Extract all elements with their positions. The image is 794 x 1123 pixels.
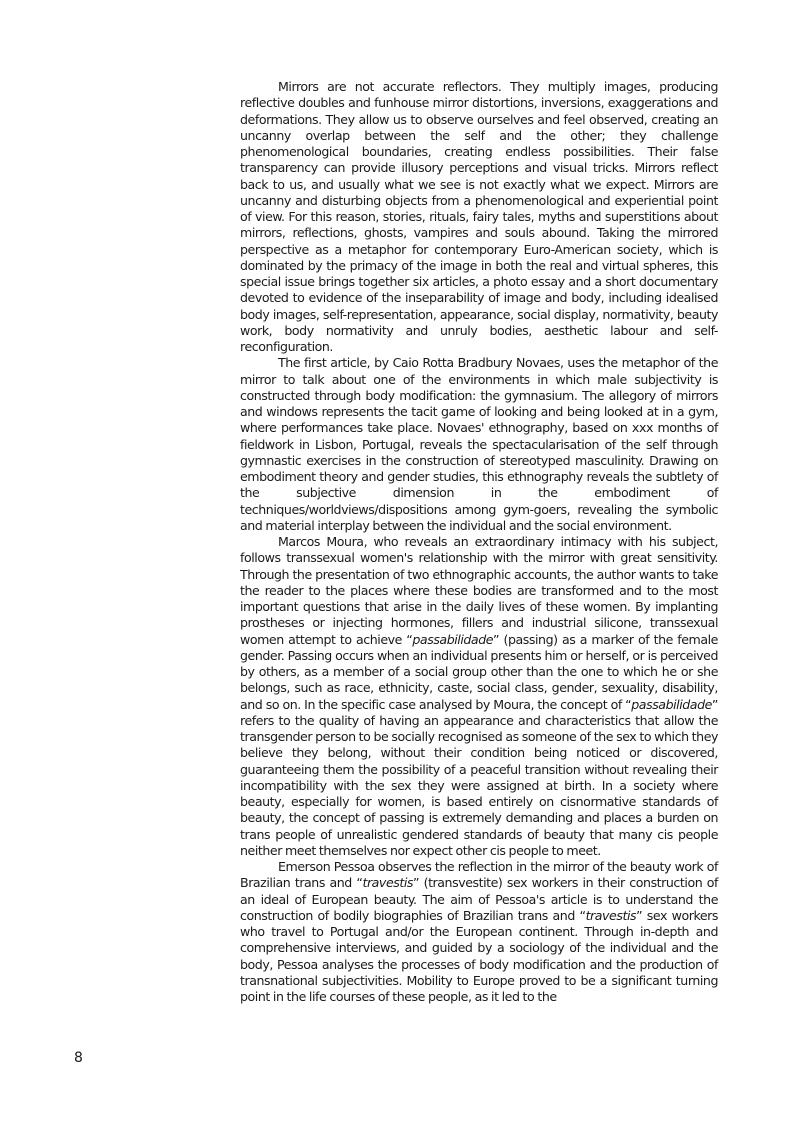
italic-term: travestis: [585, 907, 637, 923]
paragraph-text: ” sex workers who travel to Portugal and/or the European continent. Through in-depth and comprehensive interviews, and guided by a sociology of the individual and the body, Pessoa analyses the processes of body modification and the production of transnational subjectivities. Mobility to Europe proved to be a significant turning point in the life courses of these people, as it led to the: [240, 907, 718, 1004]
paragraph-text: ” refers to the quality of having an appearance and characteristics that allow the transgender person to be socially recognised as someone of the sex to which they believe they belong, without their condition being noticed or discovered, guaranteeing them the possibility of a peaceful transition without revealing their incompatibility with the sex they were assigned at birth. In a society where beauty, especially for women, is based entirely on cisnormative standards of beauty, the concept of passing is extremely demanding and places a burden on trans people of unrealistic gendered standards of beauty that many cis people neither meet themselves nor expect other cis people to meet.: [240, 696, 718, 858]
paragraph-mirrors-intro: [240, 79, 718, 355]
page-number: 8: [74, 1050, 83, 1066]
paragraph-text: ” (transvestite) sex workers in their construction of an ideal of European beauty. The aim of Pessoa's article is to understand the construction of bodily biographies of Brazilian trans and “: [240, 875, 719, 923]
paragraph-text: Emerson Pessoa observes the reflection in the mirror of the beauty work of Brazilian trans and “: [240, 859, 718, 891]
paragraph-text: Mirrors are not accurate reflectors. They multiply images, producing reflective doubles and funhouse mirror distortions, inversions, exaggerations and deformations. They allow us to observe ourselves and feel observed, creating an uncanny overlap between the self and the other; they challenge phenomenological boundaries, creating endless possibilities. Their false transparency can provide illusory perceptions and visual tricks. Mirrors reflect back to us, and usually what we see is not exactly what we expect. Mirrors are uncanny and disturbing objects from a phenomenological and experiential point of view. For this reason, stories, rituals, fairy tales, myths and superstitions about mirrors, reflections, ghosts, vampires and souls abound. Taking the mirrored perspective as a metaphor for contemporary Euro-American society, which is dominated by the primacy of the image in both the real and virtual spheres, this special issue brings together six articles, a photo essay and a short documentary devoted to evidence of the inseparability of image and body, including idealised body images, self-representation, appearance, social display, normativity, beauty work, body normativity and unruly bodies, aesthetic labour and self-reconfiguration.: [240, 79, 718, 354]
paragraph-text: Marcos Moura, who reveals an extraordinary intimacy with his subject, follows transsexual women's relationship with the mirror with great sensitivity. Through the presentation of two ethnographic accounts, the author wants to take the reader to the places where these bodies are transformed and to the most important questions that arise in the daily lives of these women. By implanting prostheses or injecting hormones, fillers and industrial silicone, transsexual women attempt to achieve “: [240, 534, 718, 647]
italic-term: passabilidade: [631, 696, 712, 712]
italic-term: travestis: [362, 875, 413, 891]
paragraph-pessoa-article: [240, 859, 718, 1005]
paragraph-novaes-article: [240, 355, 718, 534]
paragraph-moura-article: [240, 534, 718, 859]
paragraph-text: The first article, by Caio Rotta Bradbury Novaes, uses the metaphor of the mirror to talk about one of the environments in which male subjectivity is constructed through body modification: the gymnasium. The allegory of mirrors and windows represents the tacit game of looking and being looked at in a gym, where performances take place. Novaes' ethnography, based on xxx months of fieldwork in Lisbon, Portugal, reveals the spectacularisation of the self through gymnastic exercises in the construction of stereotyped masculinity. Drawing on embodiment theory and gender studies, this ethnography reveals the subtlety of the subjective dimension in the embodiment of techniques/worldviews/dispositions among gym-goers, revealing the symbolic and material interplay between the individual and the social environment.: [240, 355, 718, 533]
italic-term: passabilidade: [412, 631, 494, 647]
body-text-column: [240, 79, 718, 1005]
paragraph-text: ” (passing) as a marker of the female gender. Passing occurs when an individual presents him or herself, or is perceived by others, as a member of a social group other than the one to which he or she belongs, such as race, ethnicity, caste, social class, gender, sexuality, disability, and so on. In the specific case analysed by Moura, the concept of “: [240, 631, 718, 712]
